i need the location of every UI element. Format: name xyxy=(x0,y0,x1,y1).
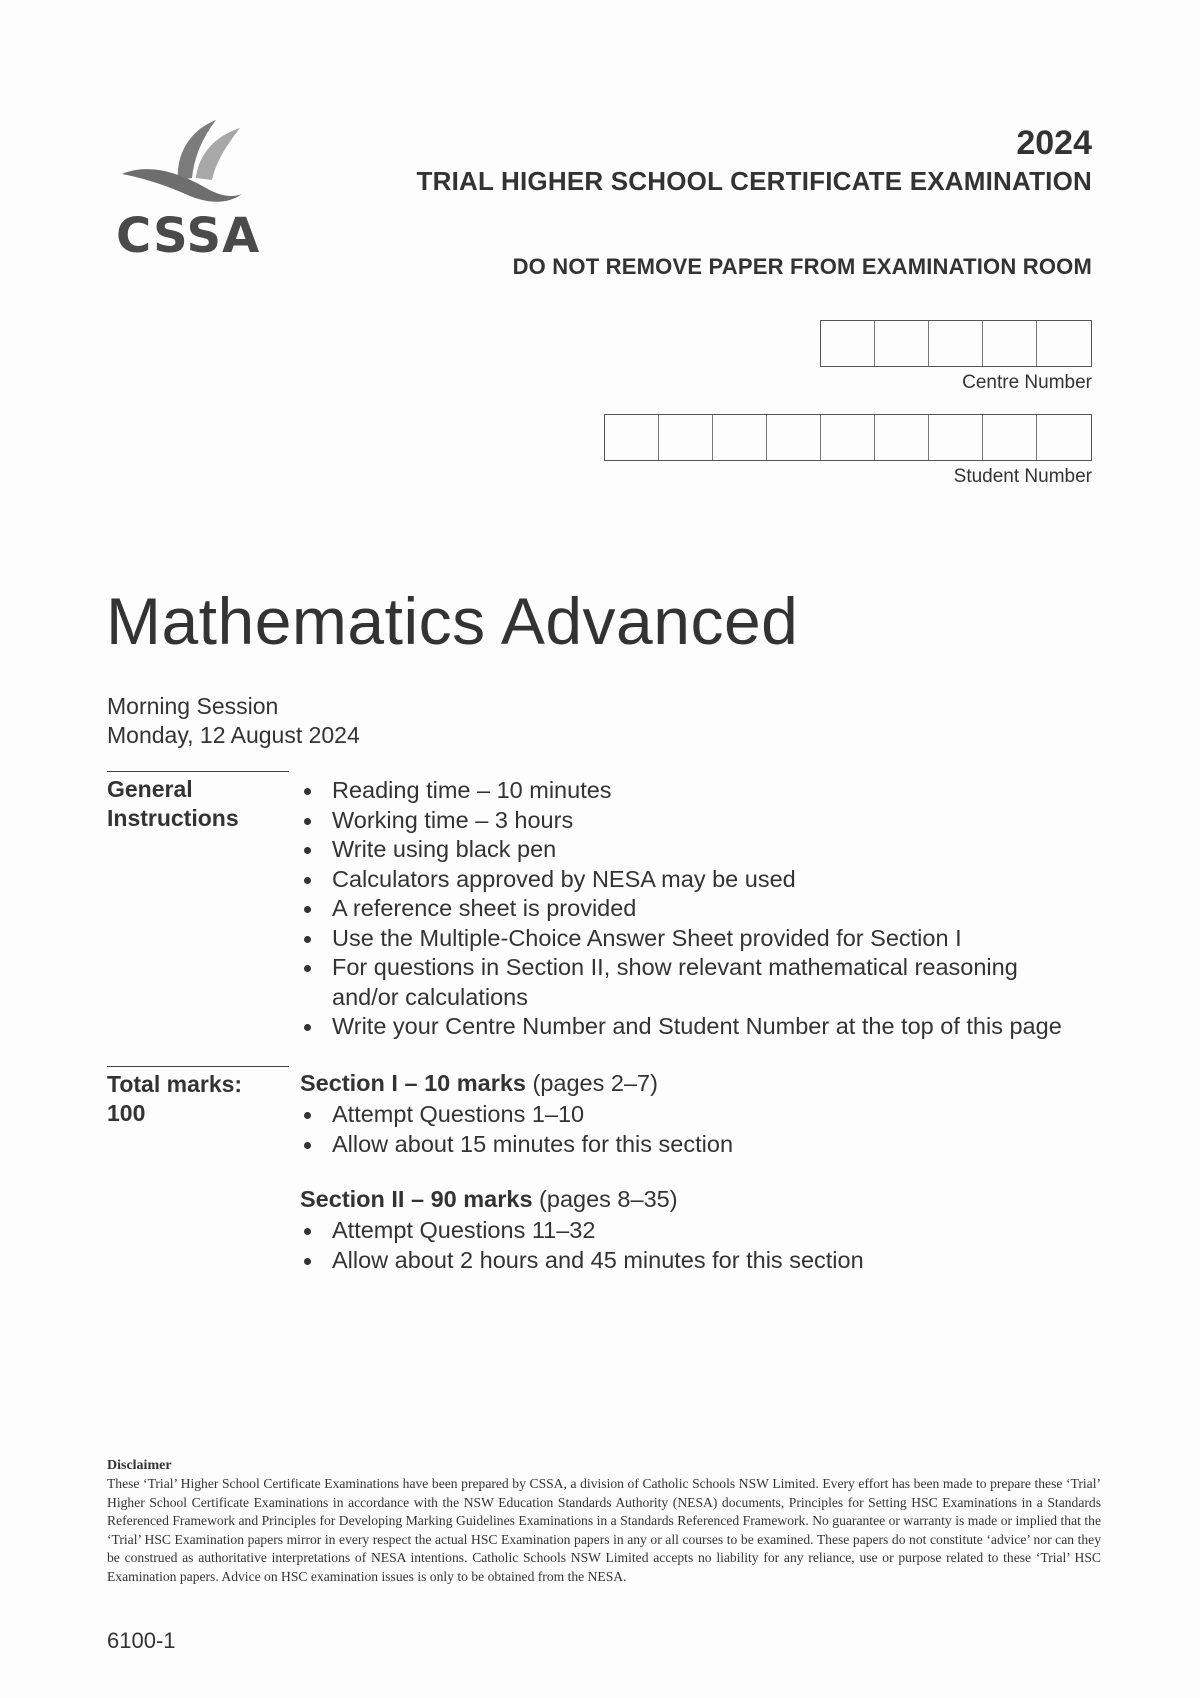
general-instructions-heading xyxy=(107,775,239,833)
total-marks-value: 100 xyxy=(107,1100,146,1126)
exam-year: 2024 xyxy=(1016,124,1092,162)
list-item: Attempt Questions 1–10 xyxy=(300,1100,733,1130)
section-1-title: Section I – 10 marks xyxy=(300,1070,526,1096)
list-item: Allow about 2 hours and 45 minutes for this section xyxy=(300,1246,864,1276)
student-number-box[interactable] xyxy=(821,415,875,460)
cssa-logo-text: CSSA xyxy=(116,208,261,264)
section-2-list xyxy=(300,1216,864,1275)
student-number-box[interactable] xyxy=(875,415,929,460)
list-item: Write using black pen xyxy=(300,835,1072,865)
exam-title: TRIAL HIGHER SCHOOL CERTIFICATE EXAMINATION xyxy=(416,166,1092,196)
total-marks-heading xyxy=(107,1070,242,1128)
section-1-heading xyxy=(300,1070,658,1097)
student-number-box[interactable] xyxy=(659,415,713,460)
student-number-box[interactable] xyxy=(983,415,1037,460)
cssa-logo xyxy=(112,118,261,268)
section-2-pages: (pages 8–35) xyxy=(539,1186,678,1212)
centre-number-box[interactable] xyxy=(1037,321,1091,366)
list-item: Working time – 3 hours xyxy=(300,806,1072,836)
subject-title: Mathematics Advanced xyxy=(106,584,799,658)
session-date: Monday, 12 August 2024 xyxy=(107,722,360,748)
student-number-box[interactable] xyxy=(713,415,767,460)
session-info xyxy=(107,692,360,750)
disclaimer-text: These ‘Trial’ Higher School Certificate Examinations have been prepared by CSSA, a division of Catholic Schools NSW Limited. Every effort has been made to prepare these ‘Trial’ Higher School Certificate Examinations in accordance with the NSW Education Standards Authority (NESA) documents, Principles for Setting HSC Examinations in a Standards Referenced Framework and Principles for Developing Marking Guidelines Examinations in a Standards Referenced Framework. No guarantee or warranty is made or implied that the ‘Trial’ HSC Examination papers mirror in every respect the actual HSC Examination papers in any or all courses to be examined. These papers do not constitute ‘advice’ nor can they be construed as authoritative interpretations of NESA intentions. Catholic Schools NSW Limited accepts no liability for any reliance, use or purpose related to these ‘Trial’ HSC Examination papers. Advice on HSC examination issues is only to be obtained from the NESA. xyxy=(107,1476,1101,1584)
list-item: For questions in Section II, show relevant mathematical reasoning and/or calculations xyxy=(300,953,1072,1012)
student-number-box[interactable] xyxy=(1037,415,1091,460)
student-number-box[interactable] xyxy=(767,415,821,460)
paper-code: 6100-1 xyxy=(107,1628,176,1653)
section-2-title: Section II – 90 marks xyxy=(300,1186,533,1212)
section-2-heading xyxy=(300,1186,678,1213)
heading-line: General xyxy=(107,776,193,802)
list-item: Attempt Questions 11–32 xyxy=(300,1216,864,1246)
centre-number-box[interactable] xyxy=(983,321,1037,366)
student-number-box[interactable] xyxy=(929,415,983,460)
list-item: Reading time – 10 minutes xyxy=(300,776,1072,806)
centre-number-label: Centre Number xyxy=(962,372,1092,393)
divider xyxy=(107,1066,289,1067)
list-item: Use the Multiple-Choice Answer Sheet provided for Section I xyxy=(300,924,1072,954)
centre-number-box[interactable] xyxy=(821,321,875,366)
student-number-label: Student Number xyxy=(953,466,1092,487)
session-time: Morning Session xyxy=(107,693,279,719)
removal-notice: DO NOT REMOVE PAPER FROM EXAMINATION ROOM xyxy=(512,254,1092,279)
student-number-box[interactable] xyxy=(605,415,659,460)
heading-line: Total marks: xyxy=(107,1071,243,1097)
student-number-boxes[interactable] xyxy=(604,414,1092,461)
centre-number-boxes[interactable] xyxy=(820,320,1092,367)
general-instructions-list xyxy=(300,776,1072,1042)
heading-line: Instructions xyxy=(107,805,239,831)
cssa-leaf-icon xyxy=(120,118,244,210)
section-1-pages: (pages 2–7) xyxy=(532,1070,658,1096)
centre-number-box[interactable] xyxy=(929,321,983,366)
divider xyxy=(107,771,289,772)
centre-number-box[interactable] xyxy=(875,321,929,366)
list-item: Allow about 15 minutes for this section xyxy=(300,1130,733,1160)
section-1-list xyxy=(300,1100,733,1159)
list-item: A reference sheet is provided xyxy=(300,894,1072,924)
list-item: Calculators approved by NESA may be used xyxy=(300,865,1072,895)
list-item: Write your Centre Number and Student Number at the top of this page xyxy=(300,1012,1072,1042)
disclaimer-title: Disclaimer xyxy=(107,1458,172,1473)
